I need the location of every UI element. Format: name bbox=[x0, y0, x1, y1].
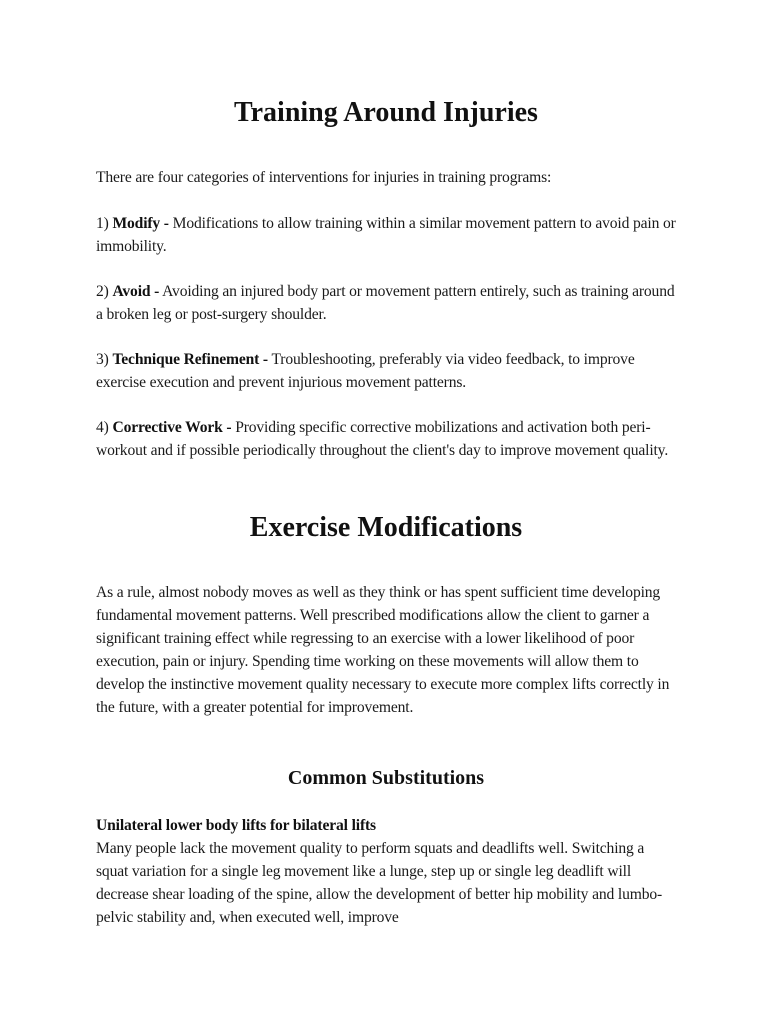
substitution-block bbox=[96, 815, 676, 930]
item-text: Avoiding an injured body part or movement pattern entirely, such as training around a broken leg or post-surgery shoulder. bbox=[96, 283, 675, 323]
exercise-modifications-paragraph: As a rule, almost nobody moves as well as they think or has spent sufficient time developing fundamental movement patterns. Well prescribed modifications allow the client to garner a significant training effect while regressing to an exercise with a lower likelihood of poor execution, pain or injury. Spending time working on these movements will allow them to develop the instinctive movement quality necessary to execute more complex lifts correctly in the future, with a greater potential for improvement. bbox=[96, 584, 670, 716]
intervention-technique-refinement bbox=[96, 349, 676, 395]
intervention-corrective-work bbox=[96, 417, 676, 463]
item-number: 2) bbox=[96, 283, 109, 300]
substitution-subheading: Unilateral lower body lifts for bilateral lifts bbox=[96, 817, 376, 834]
section-title-exercise-modifications: Exercise Modifications bbox=[249, 512, 523, 543]
item-number: 3) bbox=[96, 351, 109, 368]
intro-paragraph: There are four categories of interventions for injuries in training programs: bbox=[96, 169, 552, 186]
item-number: 4) bbox=[96, 419, 109, 436]
item-text: Modifications to allow training within a similar movement pattern to avoid pain or immobility. bbox=[96, 215, 676, 255]
item-term: Avoid - bbox=[112, 283, 160, 300]
intervention-avoid bbox=[96, 281, 676, 327]
page-title: Training Around Injuries bbox=[234, 97, 538, 128]
item-term: Technique Refinement - bbox=[112, 351, 268, 368]
item-term: Corrective Work - bbox=[112, 419, 232, 436]
item-text: Troubleshooting, preferably via video feedback, to improve exercise execution and prevent injurious movement patterns. bbox=[96, 351, 635, 391]
intervention-modify bbox=[96, 213, 676, 259]
substitution-paragraph: Many people lack the movement quality to perform squats and deadlifts well. Switching a squat variation for a single leg movement like a lunge, step up or single leg deadlift will decrease shear loading of the spine, allow the development of better hip mobility and lumbo-pelvic stability and, when executed well, improve bbox=[96, 839, 663, 926]
item-number: 1) bbox=[96, 215, 109, 232]
section-title-common-substitutions: Common Substitutions bbox=[287, 767, 485, 789]
item-term: Modify - bbox=[112, 215, 169, 232]
item-text: Providing specific corrective mobilizations and activation both peri-workout and if possible periodically throughout the client's day to improve movement quality. bbox=[96, 419, 669, 459]
